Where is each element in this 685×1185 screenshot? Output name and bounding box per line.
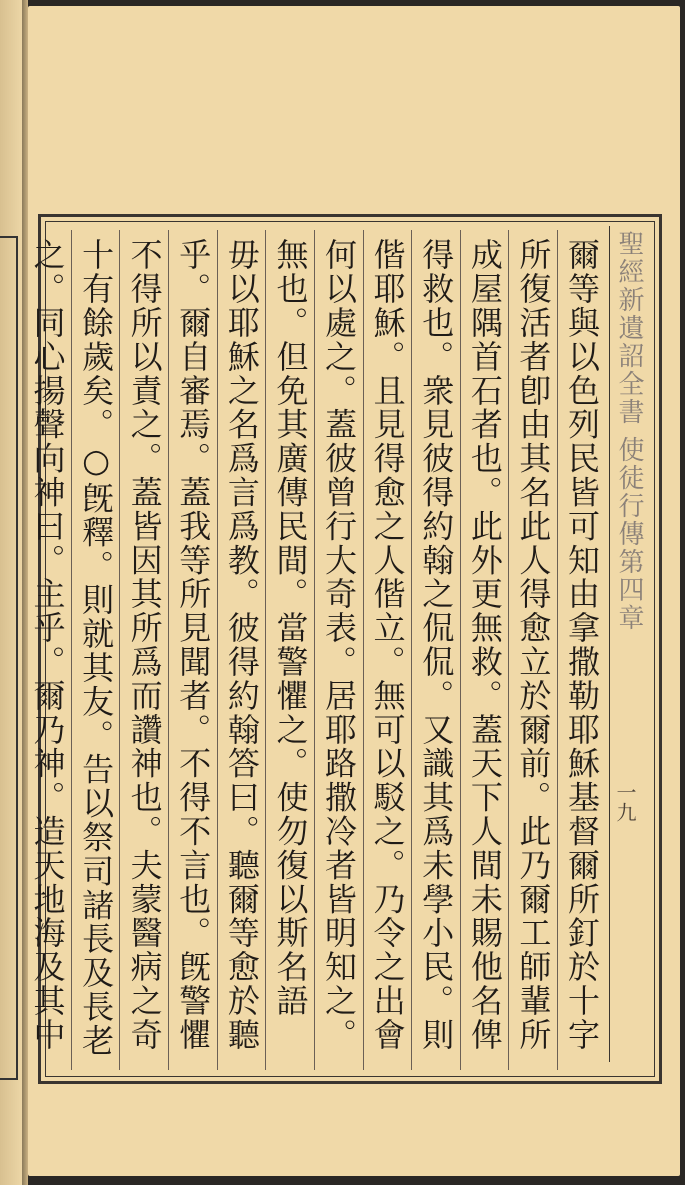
text-frame [28,214,662,1084]
page-number: 一九 [613,782,637,822]
text-columns [23,238,606,1064]
text-column-5: 偕耶穌。且見得愈之人偕立。無可以駁之。乃令之出會 [368,238,407,1052]
text-column-3: 成屋隅首石者也。此外更無救。蓋天下人間未賜他名俾 [465,238,504,1052]
text-column-7: 無也。但免其廣傳民間。當警懼之。使勿復以斯名語 [271,238,310,1018]
text-column-8: 毋以耶穌之名爲言爲教。彼得約翰答曰。聽爾等愈於聽 [222,238,261,1052]
book-page [28,6,680,1176]
text-column-10: 不得所以責之。蓋皆因其所爲而讚神也。夫蒙醫病之奇 [125,238,164,1052]
text-column-6: 何以處之。蓋彼曾行大奇表。居耶路撒冷者皆明知之。 [320,238,359,1052]
running-header: 聖經新遺詔全書 使徒行傳第四章 [614,230,644,633]
text-column-12: 之。同心揚聲向神曰。主乎。爾乃神。造天地海及其中 [28,238,67,1052]
text-column-9: 乎。爾自審焉。蓋我等所見聞者。不得不言也。旣警懼 [174,238,213,1052]
text-column-4: 得救也。衆見彼得約翰之侃侃。又識其爲未學小民。則 [417,238,456,1052]
previous-page-frame [0,236,18,1080]
text-frame-inner [28,221,655,1077]
text-column-1: 爾等與以色列民皆可知由拿撒勒耶穌基督爾所釘於十字 [563,238,601,1052]
text-column-2: 所復活者卽由其名此人得愈立於爾前。此乃爾工師輩所 [514,238,553,1052]
previous-page-edge [0,0,22,1185]
text-column-11: 十有餘歲矣。○旣釋。則就其友。告以祭司諸長及長老 [77,238,116,1058]
